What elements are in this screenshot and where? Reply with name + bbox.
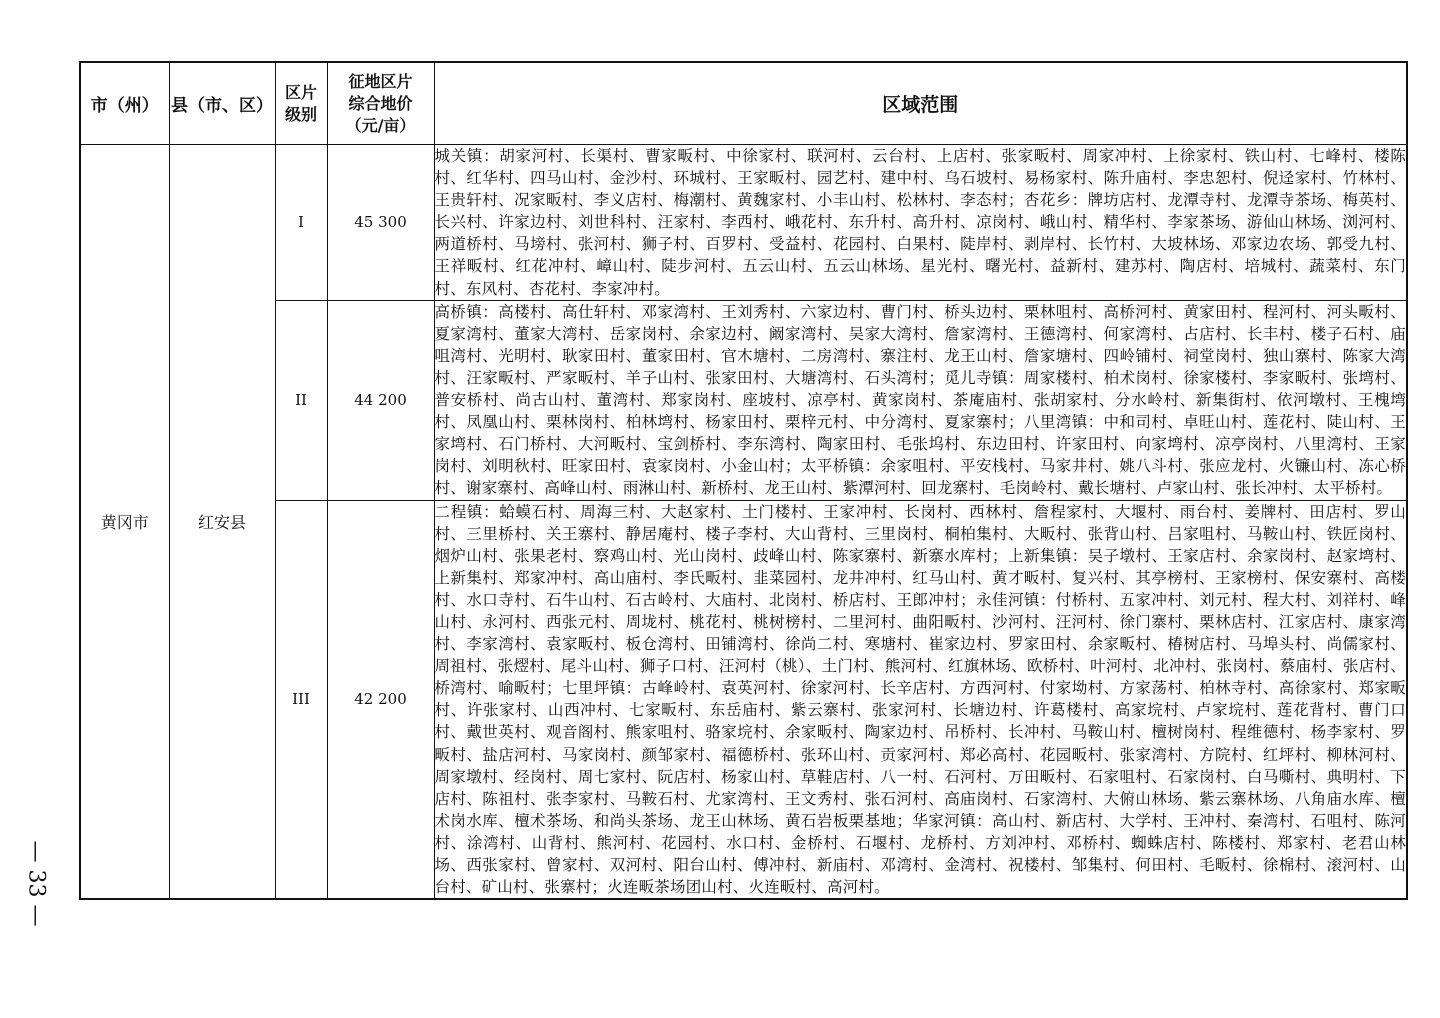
area-text: 高桥镇：高楼村、高仕轩村、邓家湾村、王刘秀村、六家边村、曹门村、桥头边村、栗林咀村、高桥河村、黄家田村、程河村、河头畈村、夏家湾村、董家大湾村、岳家岗村、余家边村、阚家湾村、吴家大湾村、詹家湾村、王德湾村、何家湾村、占店村、长丰村、楼子石村、庙咀湾村、光明村、耿家田村、董家田村、官木塘村、二房湾村、寨注村、龙王山村、詹家塘村、四岭铺村、祠堂岗村、独山寨村、陈家大湾村、汪家畈村、严家畈村、羊子山村、张家田村、大塘湾村、石头湾村；觅儿寺镇：周家楼村、柏术岗村、徐家楼村、李家畈村、张塆村、普安桥村、尚古山村、董湾村、郑家岗村、座坡村、凉亭村、黄家岗村、茶庵庙村、张胡家村、分水岭村、新集街村、依河墩村、王槐塆村、凤凰山村、栗林岗村、柏林塆村、杨家田村、栗梓元村、中分湾村、夏家寨村；八里湾镇：中和司村、卓旺山村、莲花村、陡山村、王家塆村、石门桥村、大河畈村、宝剑桥村、李东湾村、陶家田村、毛张坞村、东边田村、许家田村、向家塆村、凉亭岗村、八里湾村、王家岗村、刘明秋村、旺家田村、袁家岗村、小金山村；太平桥镇：余家咀村、平安栈村、马家井村、姚八斗村、张应龙村、火镰山村、冻心桥村、谢家寨村、高峰山村、雨淋山村、新桥村、龙王山村、紫潭河村、回龙寨村、毛岗岭村、戴长塘村、卢家山村、张长冲村、太平桥村。 — [434, 302, 1406, 498]
header-row — [80, 62, 1407, 145]
header-price-line1: 征地区片 — [348, 71, 413, 91]
price-cell: 45 300 — [327, 145, 434, 301]
area-text: 二程镇：蛤蟆石村、周海三村、大赵家村、土门楼村、王家冲村、长岗村、西林村、詹程家村、大堰村、雨台村、姜牌村、田店村、罗山村、三里桥村、关王寨村、静居庵村、楼子李村、大山背村、三里岗村、桐柏集村、大畈村、张背山村、吕家咀村、马鞍山村、铁匠岗村、烟炉山村、张果老村、察鸡山村、光山岗村、歧峰山村、陈家寨村、新寨水库村；上新集镇：吴子墩村、王家店村、余家岗村、赵家塆村、上新集村、郑家冲村、高山庙村、李氏畈村、韭菜园村、龙井冲村、红马山村、黄才畈村、复兴村、其亭榜村、王家榜村、保安寨村、高楼村、水口寺村、石牛山村、石古岭村、大庙村、北岗村、桥店村、王郎冲村；永佳河镇：付桥村、五家冲村、刘元村、程大村、刘祥村、峰山村、永河村、西张元村、周垅村、桃花村、桃树榜村、二里河村、曲阳畈村、沙河村、汪河村、徐门寨村、栗林店村、江家店村、康家湾村、李家湾村、袁家畈村、板仓湾村、田铺湾村、徐尚二村、寒塘村、崔家边村、罗家田村、余家畈村、椿树店村、马埠头村、尚儒家村、周祖村、张熤村、尾斗山村、狮子口村、汪河村（桃）、土门村、熊河村、红旗林场、欧桥村、叶河村、北冲村、张岗村、蔡庙村、张店村、桥湾村、喻畈村；七里坪镇：古峰岭村、袁英河村、徐家河村、长辛店村、方西河村、付家坳村、方家荡村、柏林寺村、高徐家村、郑家畈村、许张家村、山西冲村、七家畈村、东岳庙村、紫云寨村、张家河村、长塘边村、许葛楼村、高家垸村、卢家垸村、莲花背村、曹门口村、戴世英村、观音阁村、熊家咀村、骆家垸村、余家畈村、陶家边村、吊桥村、长冲村、马鞍山村、檀树岗村、程维德村、杨李家村、罗畈村、盐店河村、马家岗村、颜邹家村、福德桥村、张环山村、贡家河村、郑必高村、花园畈村、张家湾村、方院村、红坪村、柳林河村、周家墩村、经岗村、周七家村、阮店村、杨家山村、草鞋店村、八一村、石河村、万田畈村、石家咀村、石家岗村、白马嘶村、典明村、下店村、陈祖村、张李家村、马鞍石村、尤家湾村、王文秀村、张石河村、高庙岗村、石家湾村、大俯山林场、紫云寨林场、八角庙水库、檀术岗水库、檀术茶场、和尚头茶场、龙王山林场、黄石岩板栗基地；华家河镇：高山村、新店村、大学村、王冲村、秦湾村、石咀村、陈河村、涂湾村、山背村、熊河村、花园村、水口村、金桥村、石堰村、龙桥村、方刘冲村、邓桥村、蜘蛛店村、陈楼村、郑家村、老君山林场、西张家村、曾家村、双河村、阳台山村、傅冲村、新庙村、邓湾村、金湾村、祝楼村、邹集村、何田村、毛畈村、徐棉村、滚河村、山台村、矿山村、张寨村；火连畈茶场团山村、火连畈村、高河村。 — [434, 502, 1406, 897]
city-cell: 黄冈市 — [80, 145, 169, 900]
area-cell — [434, 500, 1407, 899]
table-row — [80, 300, 1407, 500]
header-city: 市（州） — [80, 62, 169, 145]
header-price-line3: （元/亩） — [345, 115, 416, 135]
area-text: 城关镇：胡家河村、长渠村、曹家畈村、中徐家村、联河村、云台村、上店村、张家畈村、周家冲村、上徐家村、铁山村、七峰村、楼陈村、红华村、四马山村、金沙村、环城村、王家畈村、园艺村、建中村、乌石坡村、易杨家村、陈升庙村、李忠恕村、倪迳家村、竹林村、王贵轩村、况家畈村、李义店村、梅潮村、黄魏家村、小丰山村、松林村、李态村；杏花乡：牌坊店村、龙潭寺村、龙潭寺茶场、梅英村、长兴村、许家边村、刘世科村、汪家村、李西村、峨花村、东升村、高升村、凉岗村、峨山村、精华村、李家茶场、游仙山林场、浏河村、两道桥村、马塝村、张河村、狮子村、百罗村、受益村、花园村、白果村、陡岸村、剥岸村、长竹村、大坡林场、邓家边农场、郭受九村、王祥畈村、红花冲村、嶂山村、陡步河村、五云山村、五云山林场、星光村、曙光村、益新村、建苏村、陶店村、培城村、蔬菜村、东门村、东风村、杏花村、李家冲村。 — [434, 147, 1406, 298]
land-price-table — [79, 61, 1408, 900]
level-cell: III — [275, 500, 327, 899]
county-cell: 红安县 — [169, 145, 275, 900]
price-cell: 42 200 — [327, 500, 434, 899]
area-cell — [434, 300, 1407, 500]
price-cell: 44 200 — [327, 300, 434, 500]
area-cell — [434, 145, 1407, 301]
header-price — [327, 62, 434, 145]
header-level-line1: 区片 — [284, 82, 317, 102]
header-price-line2: 综合地价 — [348, 93, 413, 113]
header-area: 区域范围 — [434, 62, 1407, 145]
header-level — [275, 62, 327, 145]
header-county: 县（市、区） — [169, 62, 275, 145]
header-level-line2: 级别 — [284, 104, 317, 124]
table-row — [80, 500, 1407, 899]
level-cell: I — [275, 145, 327, 301]
page-number — [22, 818, 50, 948]
page-number-text: — 33 — — [23, 840, 49, 926]
table-row — [80, 145, 1407, 301]
level-cell: II — [275, 300, 327, 500]
